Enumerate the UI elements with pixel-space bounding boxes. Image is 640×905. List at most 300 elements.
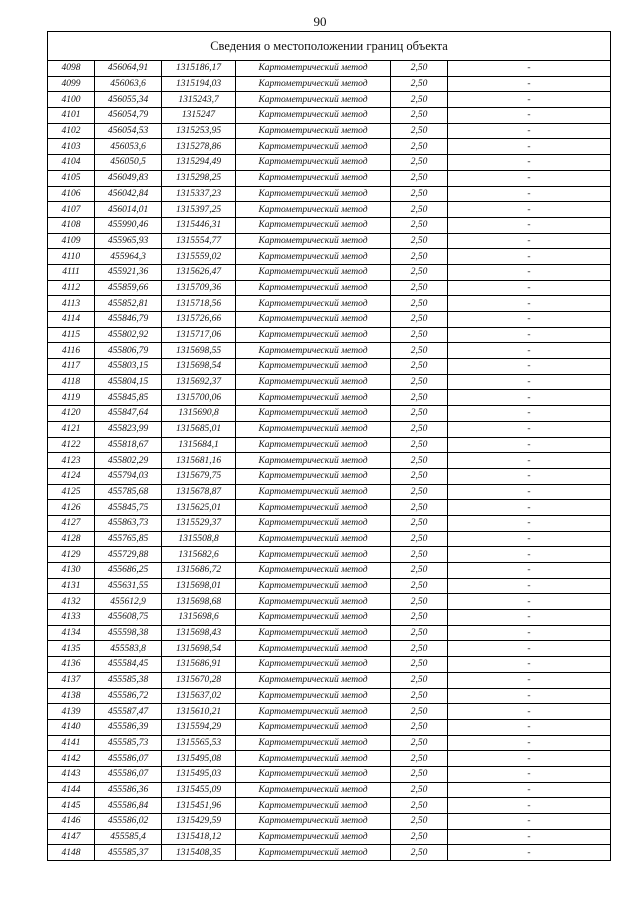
note-cell: - — [448, 468, 611, 484]
table-row — [48, 264, 611, 280]
table-row — [48, 547, 611, 563]
accuracy-cell: 2,50 — [391, 76, 448, 92]
x-coordinate-cell: 455802,29 — [95, 453, 162, 469]
note-cell: - — [448, 625, 611, 641]
method-cell: Картометрический метод — [236, 594, 391, 610]
accuracy-cell: 2,50 — [391, 704, 448, 720]
point-number-cell: 4135 — [48, 641, 95, 657]
x-coordinate-cell: 455585,37 — [95, 845, 162, 861]
note-cell: - — [448, 170, 611, 186]
table-row — [48, 108, 611, 124]
point-number-cell: 4100 — [48, 92, 95, 108]
x-coordinate-cell: 455965,93 — [95, 233, 162, 249]
y-coordinate-cell: 1315698,54 — [162, 641, 236, 657]
x-coordinate-cell: 455802,92 — [95, 327, 162, 343]
method-cell: Картометрический метод — [236, 531, 391, 547]
y-coordinate-cell: 1315610,21 — [162, 704, 236, 720]
point-number-cell: 4114 — [48, 312, 95, 328]
y-coordinate-cell: 1315559,02 — [162, 249, 236, 265]
accuracy-cell: 2,50 — [391, 610, 448, 626]
accuracy-cell: 2,50 — [391, 202, 448, 218]
point-number-cell: 4136 — [48, 657, 95, 673]
y-coordinate-cell: 1315186,17 — [162, 61, 236, 77]
note-cell: - — [448, 766, 611, 782]
y-coordinate-cell: 1315565,53 — [162, 735, 236, 751]
method-cell: Картометрический метод — [236, 468, 391, 484]
point-number-cell: 4141 — [48, 735, 95, 751]
point-number-cell: 4112 — [48, 280, 95, 296]
y-coordinate-cell: 1315718,56 — [162, 296, 236, 312]
page-number: 90 — [313, 14, 327, 29]
method-cell: Картометрический метод — [236, 814, 391, 830]
table-row — [48, 327, 611, 343]
accuracy-cell: 2,50 — [391, 61, 448, 77]
table-row — [48, 578, 611, 594]
note-cell: - — [448, 735, 611, 751]
method-cell: Картометрический метод — [236, 453, 391, 469]
y-coordinate-cell: 1315681,16 — [162, 453, 236, 469]
note-cell: - — [448, 547, 611, 563]
point-number-cell: 4133 — [48, 610, 95, 626]
method-cell: Картометрический метод — [236, 359, 391, 375]
table-row — [48, 814, 611, 830]
table-row — [48, 719, 611, 735]
table-row — [48, 123, 611, 139]
table-row — [48, 704, 611, 720]
table-row — [48, 657, 611, 673]
method-cell: Картометрический метод — [236, 610, 391, 626]
method-cell: Картометрический метод — [236, 672, 391, 688]
method-cell: Картометрический метод — [236, 500, 391, 516]
point-number-cell: 4110 — [48, 249, 95, 265]
x-coordinate-cell: 455818,67 — [95, 437, 162, 453]
note-cell: - — [448, 657, 611, 673]
table-row — [48, 61, 611, 77]
table-row — [48, 563, 611, 579]
note-cell: - — [448, 233, 611, 249]
note-cell: - — [448, 515, 611, 531]
accuracy-cell: 2,50 — [391, 359, 448, 375]
x-coordinate-cell: 456042,84 — [95, 186, 162, 202]
accuracy-cell: 2,50 — [391, 468, 448, 484]
method-cell: Картометрический метод — [236, 484, 391, 500]
note-cell: - — [448, 202, 611, 218]
table-row — [48, 155, 611, 171]
y-coordinate-cell: 1315594,29 — [162, 719, 236, 735]
y-coordinate-cell: 1315446,31 — [162, 217, 236, 233]
x-coordinate-cell: 455847,64 — [95, 406, 162, 422]
y-coordinate-cell: 1315700,06 — [162, 390, 236, 406]
accuracy-cell: 2,50 — [391, 531, 448, 547]
point-number-cell: 4104 — [48, 155, 95, 171]
note-cell: - — [448, 421, 611, 437]
point-number-cell: 4131 — [48, 578, 95, 594]
note-cell: - — [448, 343, 611, 359]
y-coordinate-cell: 1315685,01 — [162, 421, 236, 437]
note-cell: - — [448, 92, 611, 108]
y-coordinate-cell: 1315684,1 — [162, 437, 236, 453]
x-coordinate-cell: 455785,68 — [95, 484, 162, 500]
note-cell: - — [448, 798, 611, 814]
method-cell: Картометрический метод — [236, 751, 391, 767]
y-coordinate-cell: 1315682,6 — [162, 547, 236, 563]
point-number-cell: 4124 — [48, 468, 95, 484]
x-coordinate-cell: 455586,36 — [95, 782, 162, 798]
method-cell: Картометрический метод — [236, 233, 391, 249]
x-coordinate-cell: 456049,83 — [95, 170, 162, 186]
y-coordinate-cell: 1315726,66 — [162, 312, 236, 328]
table-row — [48, 92, 611, 108]
note-cell: - — [448, 578, 611, 594]
x-coordinate-cell: 456054,79 — [95, 108, 162, 124]
table-row — [48, 641, 611, 657]
method-cell: Картометрический метод — [236, 343, 391, 359]
note-cell: - — [448, 688, 611, 704]
point-number-cell: 4140 — [48, 719, 95, 735]
note-cell: - — [448, 374, 611, 390]
x-coordinate-cell: 455586,07 — [95, 751, 162, 767]
point-number-cell: 4130 — [48, 563, 95, 579]
point-number-cell: 4106 — [48, 186, 95, 202]
y-coordinate-cell: 1315626,47 — [162, 264, 236, 280]
table-row — [48, 845, 611, 861]
x-coordinate-cell: 456053,6 — [95, 139, 162, 155]
table-row — [48, 782, 611, 798]
x-coordinate-cell: 455598,38 — [95, 625, 162, 641]
x-coordinate-cell: 455584,45 — [95, 657, 162, 673]
method-cell: Картометрический метод — [236, 170, 391, 186]
table-row — [48, 829, 611, 845]
point-number-cell: 4123 — [48, 453, 95, 469]
y-coordinate-cell: 1315698,68 — [162, 594, 236, 610]
accuracy-cell: 2,50 — [391, 280, 448, 296]
table-row — [48, 798, 611, 814]
accuracy-cell: 2,50 — [391, 735, 448, 751]
point-number-cell: 4099 — [48, 76, 95, 92]
x-coordinate-cell: 456055,34 — [95, 92, 162, 108]
table-row — [48, 76, 611, 92]
y-coordinate-cell: 1315451,96 — [162, 798, 236, 814]
accuracy-cell: 2,50 — [391, 92, 448, 108]
note-cell: - — [448, 61, 611, 77]
table-row — [48, 594, 611, 610]
x-coordinate-cell: 455586,84 — [95, 798, 162, 814]
x-coordinate-cell: 455686,25 — [95, 563, 162, 579]
point-number-cell: 4098 — [48, 61, 95, 77]
table-row — [48, 139, 611, 155]
point-number-cell: 4127 — [48, 515, 95, 531]
x-coordinate-cell: 455859,66 — [95, 280, 162, 296]
method-cell: Картометрический метод — [236, 704, 391, 720]
y-coordinate-cell: 1315698,6 — [162, 610, 236, 626]
accuracy-cell: 2,50 — [391, 719, 448, 735]
method-cell: Картометрический метод — [236, 421, 391, 437]
accuracy-cell: 2,50 — [391, 484, 448, 500]
table-title: Сведения о местоположении границ объекта — [48, 32, 611, 61]
accuracy-cell: 2,50 — [391, 845, 448, 861]
y-coordinate-cell: 1315625,01 — [162, 500, 236, 516]
accuracy-cell: 2,50 — [391, 264, 448, 280]
y-coordinate-cell: 1315508,8 — [162, 531, 236, 547]
point-number-cell: 4134 — [48, 625, 95, 641]
boundary-table-sheet — [47, 31, 610, 861]
table-row — [48, 186, 611, 202]
accuracy-cell: 2,50 — [391, 500, 448, 516]
x-coordinate-cell: 455586,39 — [95, 719, 162, 735]
accuracy-cell: 2,50 — [391, 327, 448, 343]
table-row — [48, 484, 611, 500]
table-row — [48, 374, 611, 390]
accuracy-cell: 2,50 — [391, 751, 448, 767]
method-cell: Картометрический метод — [236, 312, 391, 328]
method-cell: Картометрический метод — [236, 76, 391, 92]
accuracy-cell: 2,50 — [391, 186, 448, 202]
point-number-cell: 4113 — [48, 296, 95, 312]
method-cell: Картометрический метод — [236, 563, 391, 579]
accuracy-cell: 2,50 — [391, 406, 448, 422]
x-coordinate-cell: 455586,07 — [95, 766, 162, 782]
x-coordinate-cell: 455863,73 — [95, 515, 162, 531]
y-coordinate-cell: 1315243,7 — [162, 92, 236, 108]
note-cell: - — [448, 594, 611, 610]
accuracy-cell: 2,50 — [391, 672, 448, 688]
method-cell: Картометрический метод — [236, 264, 391, 280]
point-number-cell: 4108 — [48, 217, 95, 233]
point-number-cell: 4119 — [48, 390, 95, 406]
y-coordinate-cell: 1315408,35 — [162, 845, 236, 861]
method-cell: Картометрический метод — [236, 766, 391, 782]
y-coordinate-cell: 1315529,37 — [162, 515, 236, 531]
accuracy-cell: 2,50 — [391, 657, 448, 673]
y-coordinate-cell: 1315678,87 — [162, 484, 236, 500]
accuracy-cell: 2,50 — [391, 170, 448, 186]
x-coordinate-cell: 455845,75 — [95, 500, 162, 516]
point-number-cell: 4148 — [48, 845, 95, 861]
note-cell: - — [448, 610, 611, 626]
x-coordinate-cell: 455964,3 — [95, 249, 162, 265]
table-row — [48, 735, 611, 751]
point-number-cell: 4107 — [48, 202, 95, 218]
accuracy-cell: 2,50 — [391, 296, 448, 312]
accuracy-cell: 2,50 — [391, 766, 448, 782]
method-cell: Картометрический метод — [236, 688, 391, 704]
table-row — [48, 453, 611, 469]
method-cell: Картометрический метод — [236, 782, 391, 798]
method-cell: Картометрический метод — [236, 829, 391, 845]
method-cell: Картометрический метод — [236, 515, 391, 531]
table-row — [48, 343, 611, 359]
table-row — [48, 390, 611, 406]
accuracy-cell: 2,50 — [391, 217, 448, 233]
y-coordinate-cell: 1315686,91 — [162, 657, 236, 673]
x-coordinate-cell: 456063,6 — [95, 76, 162, 92]
accuracy-cell: 2,50 — [391, 563, 448, 579]
note-cell: - — [448, 829, 611, 845]
method-cell: Картометрический метод — [236, 578, 391, 594]
table-row — [48, 531, 611, 547]
x-coordinate-cell: 455845,85 — [95, 390, 162, 406]
accuracy-cell: 2,50 — [391, 625, 448, 641]
note-cell: - — [448, 296, 611, 312]
x-coordinate-cell: 455586,02 — [95, 814, 162, 830]
accuracy-cell: 2,50 — [391, 421, 448, 437]
accuracy-cell: 2,50 — [391, 515, 448, 531]
note-cell: - — [448, 186, 611, 202]
x-coordinate-cell: 455846,79 — [95, 312, 162, 328]
note-cell: - — [448, 217, 611, 233]
y-coordinate-cell: 1315495,08 — [162, 751, 236, 767]
accuracy-cell: 2,50 — [391, 578, 448, 594]
method-cell: Картометрический метод — [236, 657, 391, 673]
x-coordinate-cell: 455608,75 — [95, 610, 162, 626]
method-cell: Картометрический метод — [236, 735, 391, 751]
method-cell: Картометрический метод — [236, 217, 391, 233]
point-number-cell: 4146 — [48, 814, 95, 830]
point-number-cell: 4128 — [48, 531, 95, 547]
accuracy-cell: 2,50 — [391, 312, 448, 328]
note-cell: - — [448, 139, 611, 155]
table-row — [48, 515, 611, 531]
table-row — [48, 468, 611, 484]
x-coordinate-cell: 455794,03 — [95, 468, 162, 484]
method-cell: Картометрический метод — [236, 186, 391, 202]
method-cell: Картометрический метод — [236, 437, 391, 453]
method-cell: Картометрический метод — [236, 641, 391, 657]
method-cell: Картометрический метод — [236, 155, 391, 171]
accuracy-cell: 2,50 — [391, 688, 448, 704]
table-row — [48, 688, 611, 704]
table-row — [48, 610, 611, 626]
note-cell: - — [448, 500, 611, 516]
point-number-cell: 4137 — [48, 672, 95, 688]
point-number-cell: 4103 — [48, 139, 95, 155]
y-coordinate-cell: 1315253,95 — [162, 123, 236, 139]
method-cell: Картометрический метод — [236, 547, 391, 563]
point-number-cell: 4122 — [48, 437, 95, 453]
table-row — [48, 359, 611, 375]
table-row — [48, 406, 611, 422]
accuracy-cell: 2,50 — [391, 453, 448, 469]
x-coordinate-cell: 455804,15 — [95, 374, 162, 390]
x-coordinate-cell: 455631,55 — [95, 578, 162, 594]
note-cell: - — [448, 672, 611, 688]
point-number-cell: 4129 — [48, 547, 95, 563]
x-coordinate-cell: 455729,88 — [95, 547, 162, 563]
point-number-cell: 4101 — [48, 108, 95, 124]
note-cell: - — [448, 782, 611, 798]
y-coordinate-cell: 1315698,55 — [162, 343, 236, 359]
x-coordinate-cell: 456050,5 — [95, 155, 162, 171]
accuracy-cell: 2,50 — [391, 782, 448, 798]
y-coordinate-cell: 1315698,43 — [162, 625, 236, 641]
point-number-cell: 4121 — [48, 421, 95, 437]
method-cell: Картометрический метод — [236, 625, 391, 641]
point-number-cell: 4111 — [48, 264, 95, 280]
accuracy-cell: 2,50 — [391, 594, 448, 610]
point-number-cell: 4142 — [48, 751, 95, 767]
accuracy-cell: 2,50 — [391, 155, 448, 171]
x-coordinate-cell: 456014,01 — [95, 202, 162, 218]
y-coordinate-cell: 1315429,59 — [162, 814, 236, 830]
method-cell: Картометрический метод — [236, 406, 391, 422]
table-row — [48, 296, 611, 312]
x-coordinate-cell: 455990,46 — [95, 217, 162, 233]
note-cell: - — [448, 453, 611, 469]
point-number-cell: 4117 — [48, 359, 95, 375]
accuracy-cell: 2,50 — [391, 798, 448, 814]
accuracy-cell: 2,50 — [391, 390, 448, 406]
method-cell: Картометрический метод — [236, 202, 391, 218]
y-coordinate-cell: 1315709,36 — [162, 280, 236, 296]
method-cell: Картометрический метод — [236, 798, 391, 814]
table-row — [48, 500, 611, 516]
point-number-cell: 4144 — [48, 782, 95, 798]
accuracy-cell: 2,50 — [391, 233, 448, 249]
note-cell: - — [448, 249, 611, 265]
note-cell: - — [448, 155, 611, 171]
y-coordinate-cell: 1315247 — [162, 108, 236, 124]
accuracy-cell: 2,50 — [391, 374, 448, 390]
x-coordinate-cell: 455921,36 — [95, 264, 162, 280]
y-coordinate-cell: 1315455,09 — [162, 782, 236, 798]
x-coordinate-cell: 455585,73 — [95, 735, 162, 751]
x-coordinate-cell: 455852,81 — [95, 296, 162, 312]
table-row — [48, 625, 611, 641]
method-cell: Картометрический метод — [236, 249, 391, 265]
note-cell: - — [448, 406, 611, 422]
method-cell: Картометрический метод — [236, 327, 391, 343]
note-cell: - — [448, 327, 611, 343]
point-number-cell: 4102 — [48, 123, 95, 139]
note-cell: - — [448, 76, 611, 92]
method-cell: Картометрический метод — [236, 139, 391, 155]
y-coordinate-cell: 1315495,03 — [162, 766, 236, 782]
y-coordinate-cell: 1315686,72 — [162, 563, 236, 579]
note-cell: - — [448, 719, 611, 735]
table-row — [48, 249, 611, 265]
accuracy-cell: 2,50 — [391, 814, 448, 830]
note-cell: - — [448, 359, 611, 375]
table-row — [48, 280, 611, 296]
y-coordinate-cell: 1315717,06 — [162, 327, 236, 343]
note-cell: - — [448, 390, 611, 406]
accuracy-cell: 2,50 — [391, 641, 448, 657]
table-row — [48, 421, 611, 437]
note-cell: - — [448, 845, 611, 861]
y-coordinate-cell: 1315698,54 — [162, 359, 236, 375]
x-coordinate-cell: 455585,4 — [95, 829, 162, 845]
y-coordinate-cell: 1315554,77 — [162, 233, 236, 249]
table-row — [48, 202, 611, 218]
x-coordinate-cell: 455586,72 — [95, 688, 162, 704]
x-coordinate-cell: 455823,99 — [95, 421, 162, 437]
accuracy-cell: 2,50 — [391, 829, 448, 845]
note-cell: - — [448, 814, 611, 830]
point-number-cell: 4116 — [48, 343, 95, 359]
point-number-cell: 4120 — [48, 406, 95, 422]
table-row — [48, 217, 611, 233]
method-cell: Картометрический метод — [236, 390, 391, 406]
table-row — [48, 672, 611, 688]
table-row — [48, 312, 611, 328]
table-row — [48, 766, 611, 782]
y-coordinate-cell: 1315637,02 — [162, 688, 236, 704]
method-cell: Картометрический метод — [236, 719, 391, 735]
note-cell: - — [448, 312, 611, 328]
accuracy-cell: 2,50 — [391, 123, 448, 139]
note-cell: - — [448, 437, 611, 453]
x-coordinate-cell: 456064,91 — [95, 61, 162, 77]
